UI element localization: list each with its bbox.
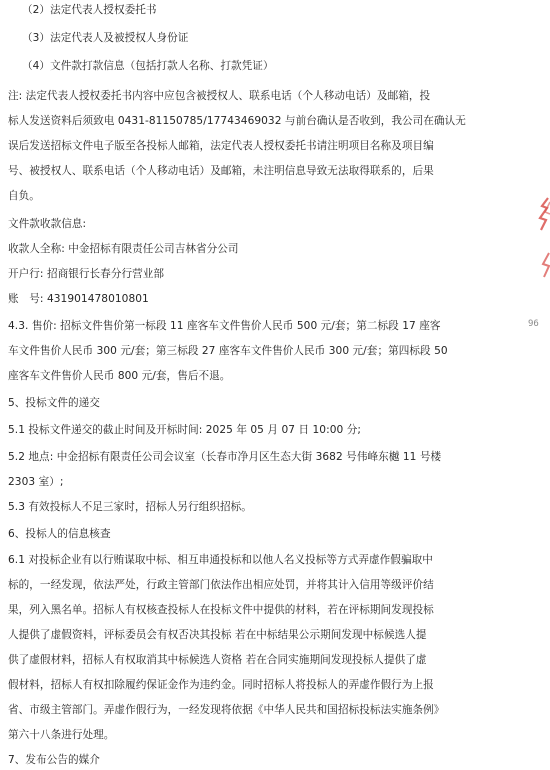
doc-line-payment-info: （4）文件款打款信息（包括打款人名称、打款凭证）: [22, 60, 274, 72]
page-edge-number: 96: [528, 319, 539, 329]
doc-line-verify-6: 假材料，招标人有权扣除履约保证金作为违约金。同时招标人将投标人的弄虚作假行为上报: [8, 679, 434, 691]
doc-line-verify-7: 省、市级主管部门。弄虚作假行为，一经发现将依据《中华人民共和国招标投标法实施条例》: [8, 704, 445, 716]
doc-line-payee-name: 收款人全称: 中金招标有限责任公司吉林省分公司: [8, 243, 239, 255]
doc-line-location-1: 5.2 地点: 中金招标有限责任公司会议室（长春市净月区生态大街 3682 号伟峰东樾 11 号楼: [8, 451, 442, 463]
doc-line-payee-heading: 文件款收款信息:: [8, 218, 87, 230]
doc-line-verify-4: 人提供了虚假资料，评标委员会有权否决其投标 若在中标结果公示期间发现中标候选人提: [8, 629, 427, 641]
doc-line-deadline: 5.1 投标文件递交的截止时间及开标时间: 2025 年 05 月 07 日 10:00 分;: [8, 424, 361, 436]
doc-line-note-5: 自负。: [8, 190, 40, 202]
doc-line-bank: 开户行: 招商银行长春分行营业部: [8, 268, 165, 280]
doc-line-verify-1: 6.1 对投标企业有以行贿谋取中标、相互串通投标和以他人名义投标等方式弄虚作假骗取中: [8, 554, 433, 566]
doc-line-note-4: 号、被授权人、联系电话（个人移动电话）及邮箱，未注明信息导致无法取得联系的，后果: [8, 165, 434, 177]
doc-line-note-1: 注: 法定代表人授权委托书内容中应包含被授权人、联系电话（个人移动电话）及邮箱，投: [8, 90, 431, 102]
doc-line-price-2: 车文件售价人民币 300 元/套；第三标段 27 座客车文件售价人民币 300 元/套；第四标段 50: [8, 345, 448, 357]
doc-line-auth-letter: （2）法定代表人授权委托书: [22, 4, 157, 16]
doc-line-id-cards: （3）法定代表人及被授权人身份证: [22, 32, 189, 44]
doc-line-note-2: 标人发送资料后须致电 0431-81150785/17743469032 与前台确认是否收到，我公司在确认无: [8, 115, 466, 127]
doc-line-verify-5: 供了虚假材料，招标人有权取消其中标候选人资格 若在合同实施期间发现投标人提供了虚: [8, 654, 427, 666]
doc-line-location-2: 2303 室）;: [8, 476, 64, 488]
doc-section-6-heading: 6、投标人的信息核查: [8, 528, 111, 540]
doc-line-verify-3: 果，列入黑名单。招标人有权核查投标人在投标文件中提供的材料，若在评标期间发现投标: [8, 604, 434, 616]
doc-section-5-heading: 5、投标文件的递交: [8, 397, 100, 409]
doc-line-note-3: 误后发送招标文件电子版至各投标人邮箱，法定代表人授权委托书请注明项目名称及项目编: [8, 140, 434, 152]
doc-line-min-bidders: 5.3 有效投标人不足三家时，招标人另行组织招标。: [8, 501, 252, 513]
seal-stamp-fragment-lower: [534, 250, 550, 280]
doc-line-price-1: 4.3. 售价: 招标文件售价第一标段 11 座客车文件售价人民币 500 元/套；第二标段 17 座客: [8, 320, 441, 332]
doc-line-price-3: 座客车文件售价人民币 800 元/套，售后不退。: [8, 370, 231, 382]
doc-line-account: 账 号: 431901478010801: [8, 293, 149, 305]
seal-stamp-fragment: [534, 196, 550, 232]
doc-line-verify-8: 第六十八条进行处理。: [8, 729, 115, 741]
doc-line-verify-2: 标的，一经发现，依法严处，行政主管部门依法作出相应处罚，并将其计入信用等级评价结: [8, 579, 434, 591]
doc-section-7-heading: 7、发布公告的媒介: [8, 754, 100, 766]
